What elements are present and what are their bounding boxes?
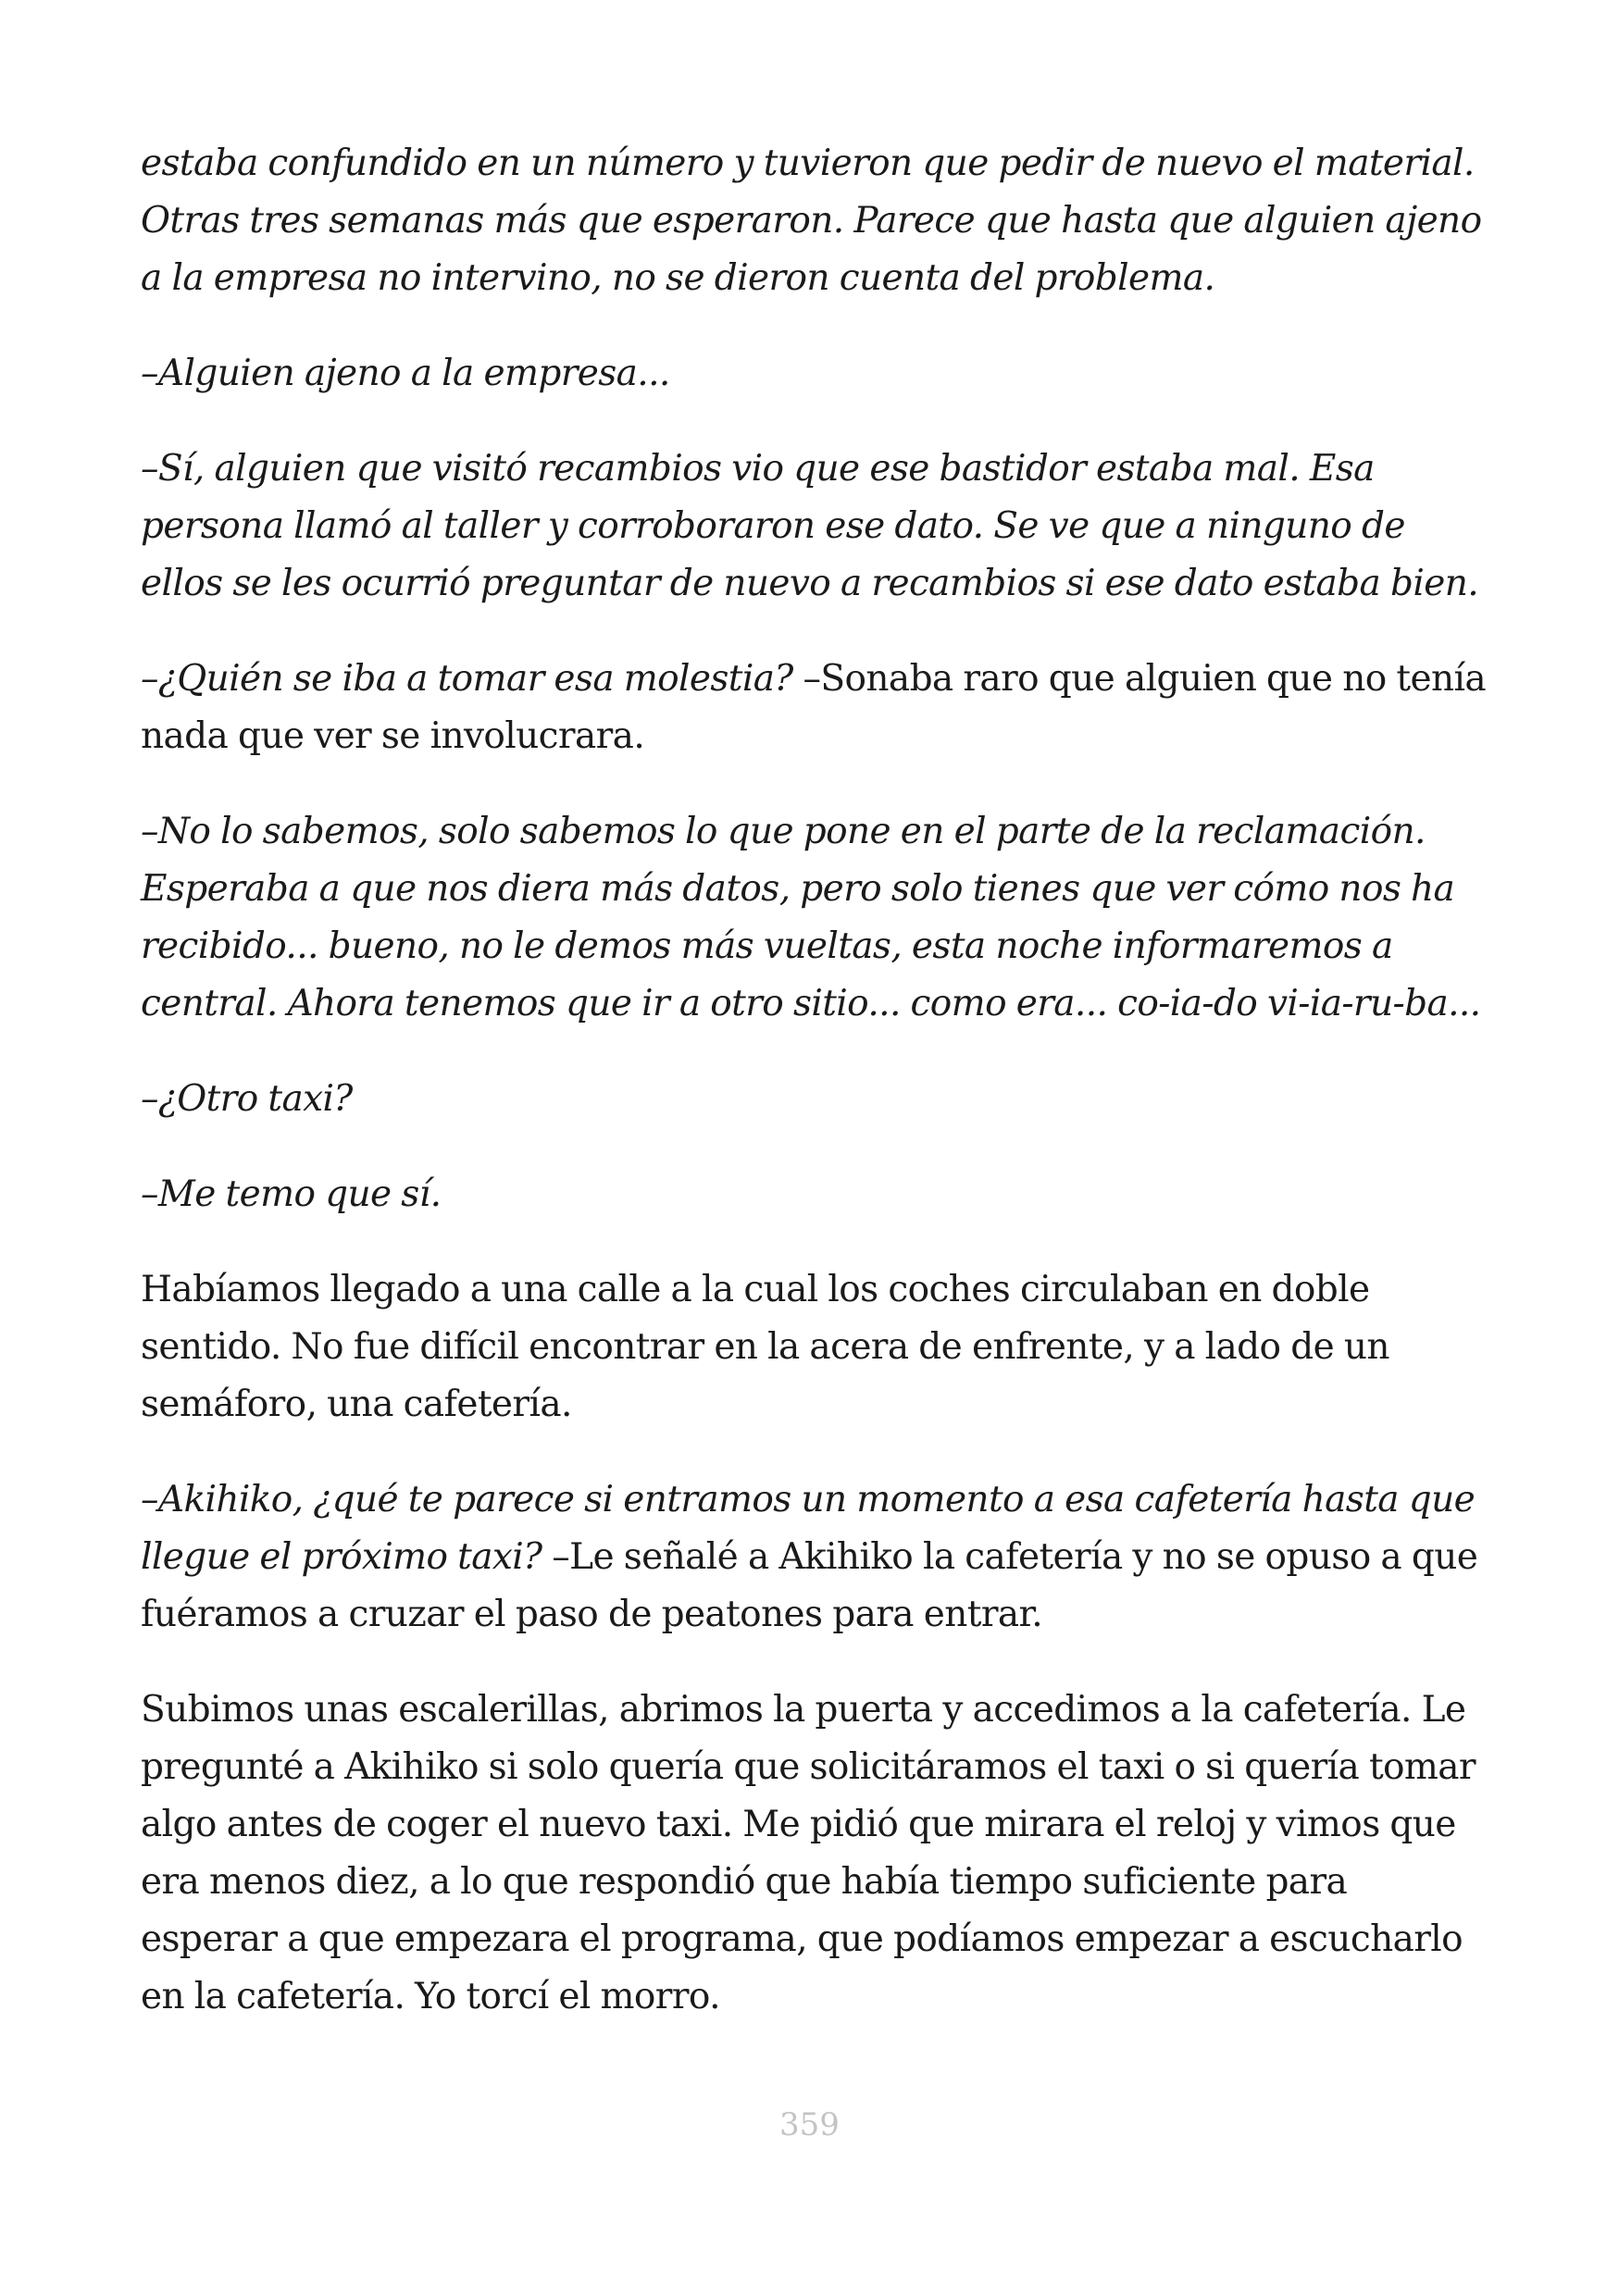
normal-text: –Le señalé a Akihiko la cafetería y no se opuso a que fuéramos a cruzar el paso de peatones para entrar. [141,1536,1478,1635]
paragraph-1 [141,135,1492,307]
paragraph-3 [141,441,1492,613]
italic-text: –Sí, alguien que visitó recambios vio que ese bastidor estaba mal. Esa persona llamó al taller y corroboraron ese dato. Se ve que a ninguno de ellos se les ocurrió preguntar de nuevo a recambios si ese dato estaba bien. [141,448,1479,604]
paragraph-4 [141,651,1492,765]
page-number: 359 [779,2106,840,2143]
paragraph-2 [141,345,1492,403]
paragraph-9 [141,1471,1492,1644]
italic-text: estaba confundido en un número y tuvieron que pedir de nuevo el material. Otras tres semanas más que esperaron. Parece que hasta que alguien ajeno a la empresa no intervino, no se dieron cuenta del problema. [141,143,1482,299]
italic-text: –¿Otro taxi? [141,1078,353,1120]
normal-text: Habíamos llegado a una calle a la cual los coches circulaban en doble sentido. No fue difícil encontrar en la acera de enfrente, y a lado de un semáforo, una cafetería. [141,1269,1389,1425]
paragraph-7 [141,1166,1492,1223]
normal-text: Subimos unas escalerillas, abrimos la puerta y accedimos a la cafetería. Le pregunté a Akihiko si solo quería que solicitáramos el taxi o si quería tomar algo antes de coger el nuevo taxi. Me pidió que mirara el reloj y vimos que era menos diez, a lo que respondió que había tiempo suficiente para esperar a que empezara el programa, que podíamos empezar a escucharlo en la cafetería. Yo torcí el morro. [141,1689,1476,2017]
normal-text: –Sonaba raro que alguien que no tenía nada que ver se involucrara. [141,658,1486,757]
paragraph-6 [141,1071,1492,1128]
italic-text: –No lo sabemos, solo sabemos lo que pone en el parte de la reclamación. Esperaba a que nos diera más datos, pero solo tienes que ver cómo nos ha recibido... bueno, no le demos más vueltas, esta noche informaremos a central. Ahora tenemos que ir a otro sitio... como era... co-ia-do vi-ia-ru-ba... [141,811,1481,1024]
paragraph-8 [141,1261,1492,1433]
paragraph-5 [141,803,1492,1033]
page-body [141,135,1492,2064]
italic-text: –Alguien ajeno a la empresa... [141,353,670,394]
italic-text: –Akihiko, ¿qué te parece si entramos un momento a esa cafetería hasta que llegue el próximo taxi? [141,1479,1476,1578]
italic-text: –Me temo que sí. [141,1173,442,1215]
italic-text: –¿Quién se iba a tomar esa molestia? [141,658,793,700]
paragraph-10 [141,1682,1492,2026]
